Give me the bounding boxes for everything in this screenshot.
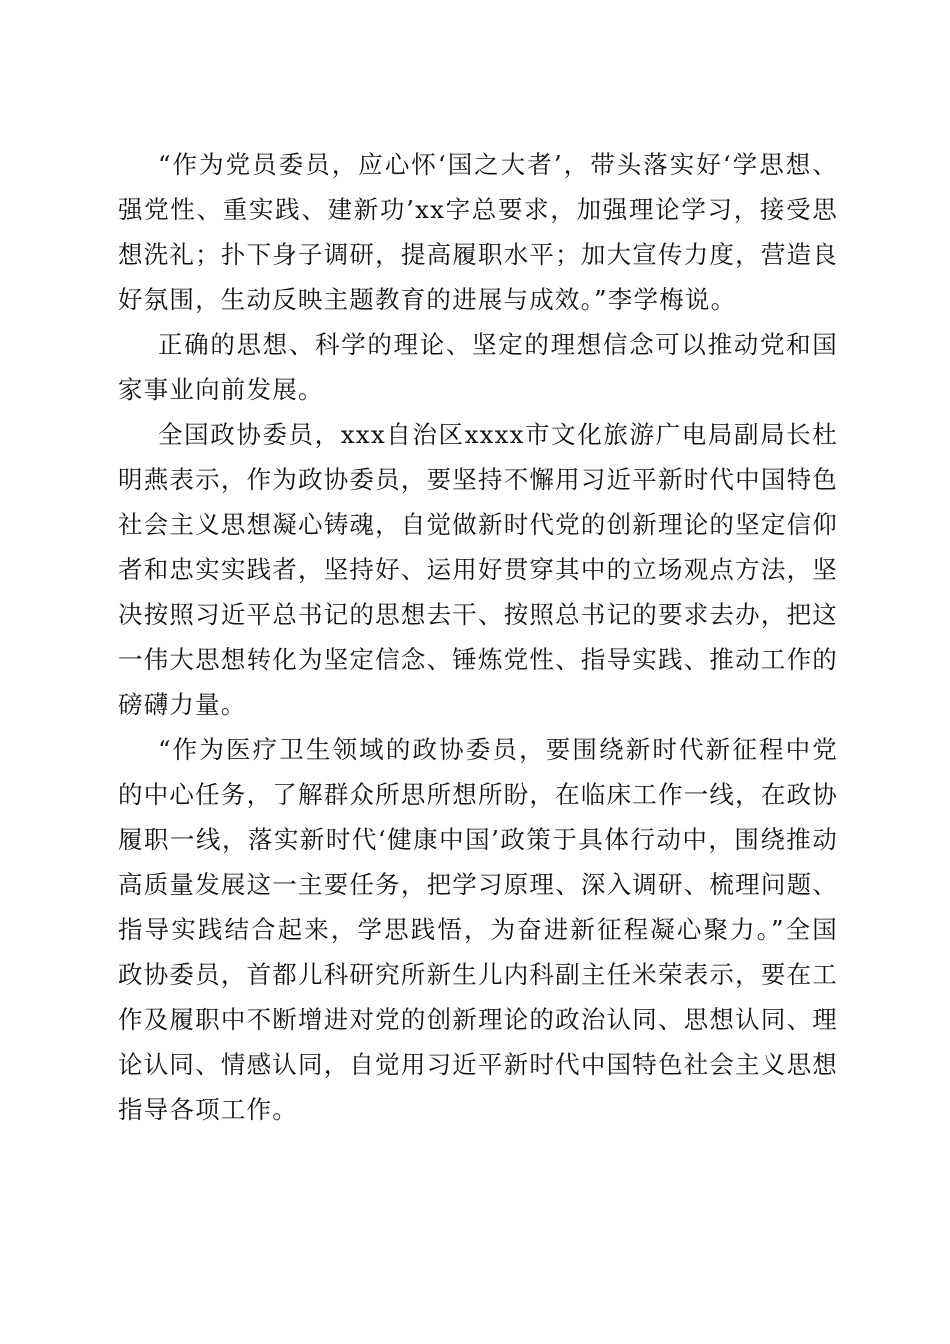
paragraph-4: “作为医疗卫生领域的政协委员，要围绕新时代新征程中党的中心任务，了解群众所思所想所盼，在临床工作一线，在政协履职一线，落实新时代‘健康中国’政策于具体行动中，围绕推动高质量发展这一主要任务，把学习原理、深入调研、梳理问题、指导实践结合起来，学思践悟，为奋进新征程凝心聚力。”全国政协委员，首都儿科研究所新生儿内科副主任米荣表示，要在工作及履职中不断增进对党的创新理论的政治认同、思想认同、理论认同、情感认同，自觉用习近平新时代中国特色社会主义思想指导各项工作。 [118, 735, 838, 1124]
paragraph-1: “作为党员委员，应心怀‘国之大者’，带头落实好‘学思想、强党性、重实践、建新功’xx字总要求，加强理论学习，接受思想洗礼；扑下身子调研，提高履职水平；加大宣传力度，营造良好氛围，生动反映主题教育的进展与成效。”李学梅说。 [118, 150, 838, 314]
paragraph-3: 全国政协委员，xxx自治区xxxx市文化旅游广电局副局长杜明燕表示，作为政协委员，要坚持不懈用习近平新时代中国特色社会主义思想凝心铸魂，自觉做新时代党的创新理论的坚定信仰者和忠实实践者，坚持好、运用好贯穿其中的立场观点方法，坚决按照习近平总书记的思想去干、按照总书记的要求去办，把这一伟大思想转化为坚定信念、锤炼党性、指导实践、推动工作的磅礴力量。 [118, 420, 838, 719]
paragraph-2: 正确的思想、科学的理论、坚定的理想信念可以推动党和国家事业向前发展。 [118, 330, 838, 404]
document-body [118, 142, 838, 1132]
